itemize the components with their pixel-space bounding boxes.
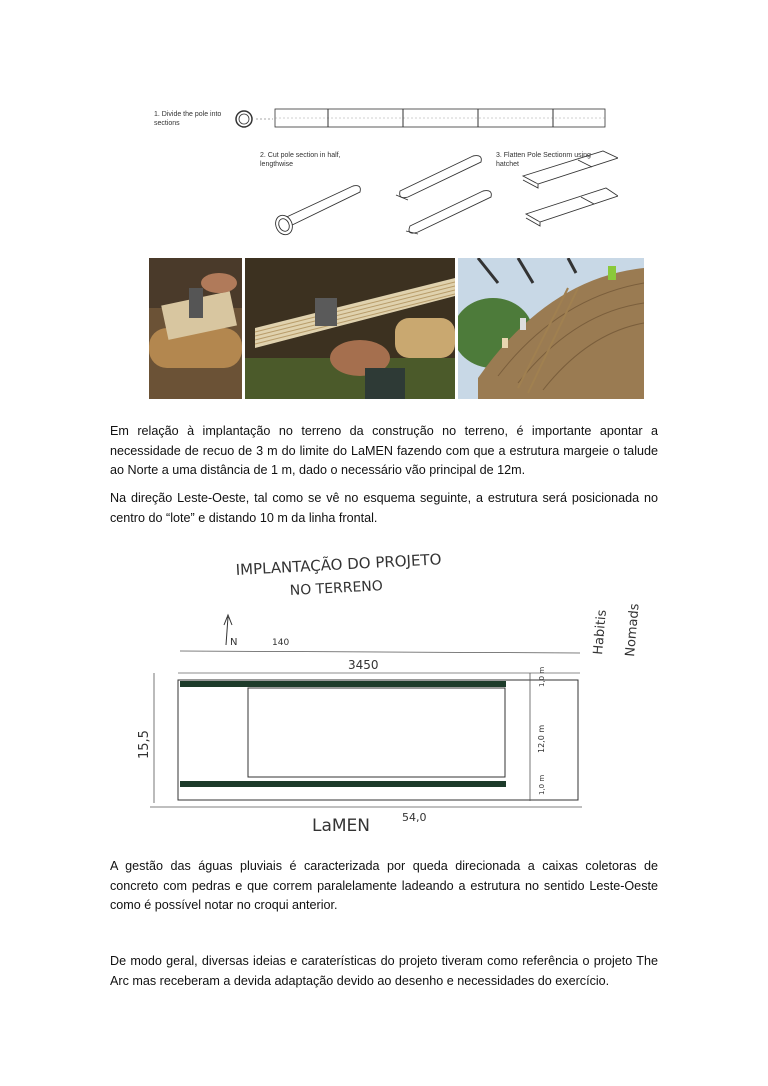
dim-bottom: 54,0 (402, 811, 427, 824)
photo-splitting-bamboo (149, 258, 242, 399)
dim-top: 3450 (348, 658, 379, 672)
sketch-title-line2: NO TERRENO (289, 578, 384, 599)
paragraph-rainwater: A gestão das águas pluviais é caracterizada por queda direcionada a caixas coletoras de concreto com pedras e que correm paralelamente ladeando a estrutura no sentido Leste-Oeste como é possível notar no croqui anterior. (110, 859, 658, 912)
photo-flattening-bamboo (245, 258, 455, 399)
dim-right-top: 1,0 m (538, 666, 546, 687)
side-note-habitis: Habitis (591, 609, 610, 656)
site-name: LaMEN (312, 816, 371, 836)
paragraph-the-arc: De modo geral, diversas ideias e caraterísticas do projeto tiveram como referência o projeto The Arc mas receberam a devida adaptação devido ao desenho e necessidades do exercício. (110, 954, 658, 988)
label-140: 140 (272, 638, 290, 648)
photo-roof-construction (458, 258, 644, 399)
paragraph-implantation: Em relação à implantação no terreno da construção no terreno, é importante apontar a necessidade de recuo de 3 m do limite do LaMEN fazendo com que a estrutura margeie o talude ao Norte a uma distância de 1 m, dado o necessário vão principal de 12m. (110, 424, 658, 477)
side-note-nomads: Nomads (623, 602, 643, 658)
paragraph-east-west: Na direção Leste-Oeste, tal como se vê no esquema seguinte, a estrutura será posicionada no centro do “lote” e distando 10 m da linha frontal. (110, 491, 658, 525)
step-1-label: 1. Divide the pole into sections (154, 111, 222, 127)
sketch-title-line1: IMPLANTAÇÃO DO PROJETO (235, 550, 442, 579)
site-plan-drawing (110, 545, 670, 845)
step-3-label: 3. Flatten Pole Sectionm using hatchet (496, 152, 591, 168)
north-label: N (230, 637, 238, 648)
dim-right-mid: 12,0 m (537, 724, 546, 753)
dim-left: 15,5 (137, 730, 152, 759)
site-plan-sketch (110, 545, 670, 845)
bamboo-process-diagram (148, 96, 618, 256)
step-2-label: 2. Cut pole section in half, lengthwise (260, 152, 341, 168)
dim-right-bot: 1,0 m (538, 774, 546, 795)
